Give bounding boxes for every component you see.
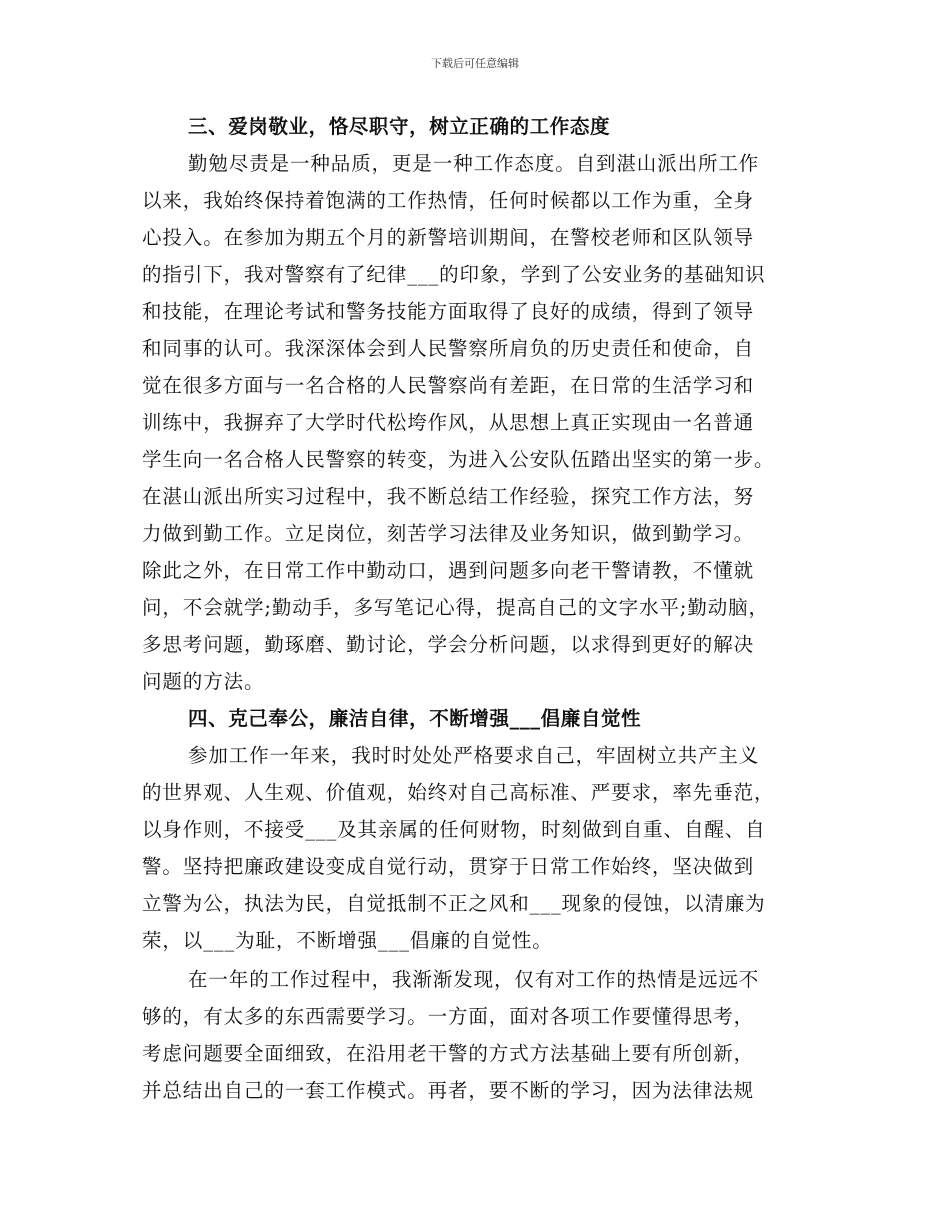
section-heading-4: 四、克己奉公，廉洁自律，不断增强___倡廉自觉性 [188, 707, 642, 730]
paragraph-line: 在湛山派出所实习过程中，我不断总结工作经验，探究工作方法，努 [142, 485, 755, 508]
paragraph-line: 问题的方法。 [142, 670, 265, 693]
paragraph-line: 心投入。在参加为期五个月的新警培训期间，在警校老师和区队领导 [142, 226, 755, 249]
paragraph-line: 够的，有太多的东西需要学习。一方面，面对各项工作要懂得思考， [142, 1005, 755, 1028]
paragraph-line: 除此之外，在日常工作中勤动口，遇到问题多向老干警请教，不懂就 [142, 559, 755, 582]
section-heading-3: 三、爱岗敬业，恪尽职守，树立正确的工作态度 [188, 115, 611, 138]
paragraph-line: 力做到勤工作。立足岗位，刻苦学习法律及业务知识，做到勤学习。 [142, 522, 755, 545]
paragraph-line: 荣，以___为耻，不断增强___倡廉的自觉性。 [142, 929, 553, 952]
paragraph-line: 并总结出自己的一套工作模式。再者，要不断的学习，因为法律法规 [142, 1079, 755, 1102]
paragraph-line: 在一年的工作过程中，我渐渐发现，仅有对工作的热情是远远不 [188, 968, 760, 991]
paragraph-line: 问，不会就学;勤动手，多写笔记心得，提高自己的文字水平;勤动脑， [142, 596, 769, 619]
paragraph-line: 立警为公，执法为民，自觉抵制不正之风和___现象的侵蚀，以清廉为 [142, 892, 766, 915]
paragraph-line: 训练中，我摒弃了大学时代松垮作风，从思想上真正实现由一名普通 [142, 411, 755, 434]
page-header: 下载后可任意编辑 [431, 57, 519, 70]
paragraph-line: 以来，我始终保持着饱满的工作热情，任何时候都以工作为重，全身 [142, 189, 755, 212]
paragraph-line: 以身作则，不接受___及其亲属的任何财物，时刻做到自重、自醒、自 [142, 818, 766, 841]
paragraph-line: 的世界观、人生观、价值观，始终对自己高标准、严要求，率先垂范， [142, 781, 775, 804]
paragraph-line: 学生向一名合格人民警察的转变，为进入公安队伍踏出坚实的第一步。 [142, 448, 775, 471]
paragraph-line: 觉在很多方面与一名合格的人民警察尚有差距，在日常的生活学习和 [142, 374, 755, 397]
paragraph-line: 警。坚持把廉政建设变成自觉行动，贯穿于日常工作始终，坚决做到 [142, 855, 755, 878]
paragraph-line: 和技能，在理论考试和警务技能方面取得了良好的成绩，得到了领导 [142, 300, 755, 323]
paragraph-line: 勤勉尽责是一种品质，更是一种工作态度。自到湛山派出所工作 [188, 152, 760, 175]
paragraph-line: 参加工作一年来，我时时处处严格要求自己，牢固树立共产主义 [188, 744, 760, 767]
document-body [142, 108, 832, 1109]
paragraph-line: 的指引下，我对警察有了纪律___的印象，学到了公安业务的基础知识 [142, 263, 766, 286]
paragraph-line: 考虑问题要全面细致，在沿用老干警的方式方法基础上要有所创新， [142, 1042, 755, 1065]
paragraph-line: 多思考问题，勤琢磨、勤讨论，学会分析问题，以求得到更好的解决 [142, 633, 755, 656]
paragraph-line: 和同事的认可。我深深体会到人民警察所肩负的历史责任和使命，自 [142, 337, 755, 360]
